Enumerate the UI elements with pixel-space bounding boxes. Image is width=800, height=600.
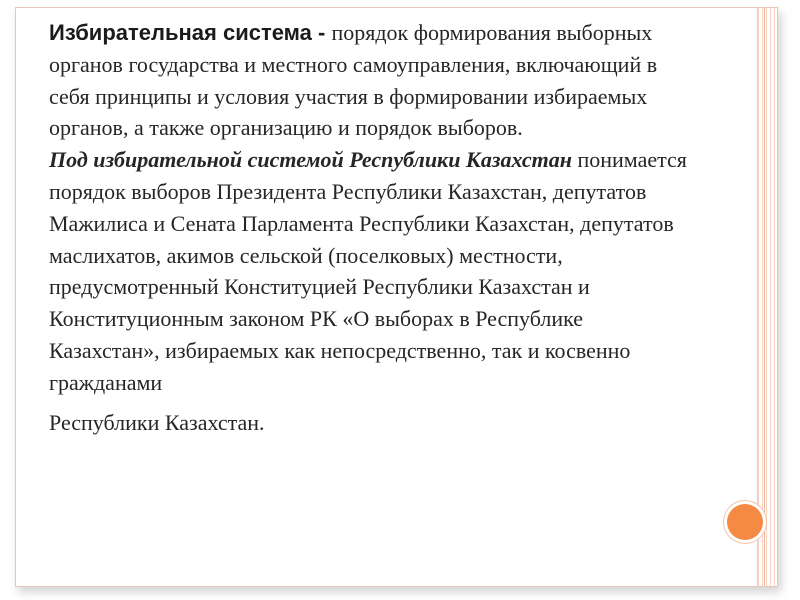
definition-paragraph [49,17,689,144]
kazakhstan-last-line: Республики Казахстан. [49,409,265,435]
kazakhstan-text: понимается порядок выборов Президента Республики Казахстан, депутатов Мажилиса и Сената Парламента Республики Казахстан, депутатов маслихатов, акимов сельской (поселковых) местности, предусмотренный Конституцией Республики Казахстан и Конституционным законом РК «О выборах в Республике Казахстан», избираемых как непосредственно, так и косвенно гражданами [49,147,687,395]
term-electoral-system: Избирательная система [49,20,312,45]
kazakhstan-paragraph [49,144,689,438]
slide-body [49,17,689,438]
decorative-side-band [757,8,777,586]
term-dash: - [311,20,332,45]
term-kazakhstan-system: Под избирательной системой Республики Казахстан [49,147,572,173]
orange-circle-decoration [727,504,763,540]
decorative-band-line [764,8,765,586]
definition-text: порядок формирования выборных органов государства и местного самоуправления, включающий в себя принципы и условия участия в формировании избираемых органов, а также организацию и порядок выборов. [49,20,658,141]
